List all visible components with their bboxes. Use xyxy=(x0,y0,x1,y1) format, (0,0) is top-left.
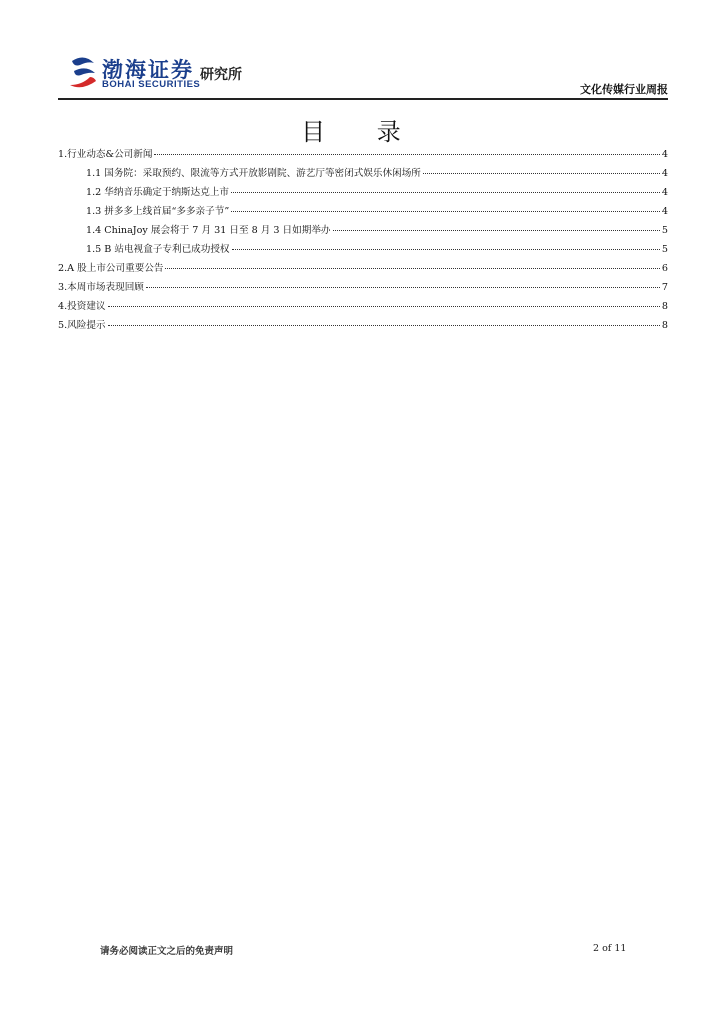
toc-leader-dots xyxy=(423,172,660,174)
toc-entry-text: 1.4 ChinaJoy 展会将于 7 月 31 日至 8 月 3 日如期举办 xyxy=(86,225,331,236)
toc-entry-text: 1.3 拼多多上线首届“多多亲子节” xyxy=(86,206,230,217)
toc-entry[interactable] xyxy=(58,184,668,203)
toc-entry-page: 4 xyxy=(661,206,668,217)
header-rule xyxy=(58,98,668,100)
toc-entry[interactable] xyxy=(58,146,668,165)
toc-leader-dots xyxy=(146,286,660,288)
toc-leader-dots xyxy=(165,267,659,269)
toc-entry-page: 8 xyxy=(661,301,668,312)
toc-title: 目 录 xyxy=(301,118,423,146)
toc-entry-text: 1.行业动态&公司新闻 xyxy=(58,149,153,160)
toc-entry-page: 4 xyxy=(661,187,668,198)
toc-leader-dots xyxy=(108,305,660,307)
toc-entry-page: 8 xyxy=(661,320,668,331)
page-header xyxy=(58,52,668,98)
toc-entry-page: 5 xyxy=(661,244,668,255)
toc-entry-text: 2.A 股上市公司重要公告 xyxy=(58,263,164,274)
toc-entry[interactable] xyxy=(58,222,668,241)
toc-leader-dots xyxy=(231,191,660,193)
toc-entry-page: 4 xyxy=(661,168,668,179)
toc-entry-text: 1.2 华纳音乐确定于纳斯达克上市 xyxy=(86,187,230,198)
toc-entry[interactable] xyxy=(58,241,668,260)
logo-chinese-name: 渤海证券 xyxy=(102,58,194,82)
toc-entry[interactable] xyxy=(58,165,668,184)
report-type: 文化传媒行业周报 xyxy=(580,83,668,96)
toc-entry[interactable] xyxy=(58,298,668,317)
toc-entry-page: 4 xyxy=(661,149,668,160)
bohai-logo-icon xyxy=(68,55,98,91)
toc-leader-dots xyxy=(108,324,660,326)
page-indicator: 2 of 11 xyxy=(593,943,627,954)
logo-english-name: BOHAI SECURITIES xyxy=(102,79,201,90)
toc-entry[interactable] xyxy=(58,260,668,279)
toc-entry-page: 7 xyxy=(661,282,668,293)
toc-entry[interactable] xyxy=(58,279,668,298)
toc-leader-dots xyxy=(231,210,660,212)
institute-label: 研究所 xyxy=(200,67,242,83)
footer-disclaimer: 请务必阅读正文之后的免责声明 xyxy=(100,946,234,957)
toc-entry-page: 6 xyxy=(661,263,668,274)
toc-entry[interactable] xyxy=(58,203,668,222)
toc-leader-dots xyxy=(154,153,659,155)
toc-leader-dots xyxy=(333,229,660,231)
toc-entry-text: 5.风险提示 xyxy=(58,320,106,331)
toc-entry-page: 5 xyxy=(661,225,668,236)
toc-entry[interactable] xyxy=(58,317,668,336)
table-of-contents xyxy=(58,146,668,336)
toc-leader-dots xyxy=(232,248,660,250)
toc-entry-text: 1.5 B 站电视盒子专利已成功授权 xyxy=(86,244,230,255)
toc-entry-text: 3.本周市场表现回顾 xyxy=(58,282,144,293)
toc-entry-text: 1.1 国务院：采取预约、限流等方式开放影剧院、游艺厅等密闭式娱乐休闲场所 xyxy=(86,168,421,179)
toc-entry-text: 4.投资建议 xyxy=(58,301,106,312)
